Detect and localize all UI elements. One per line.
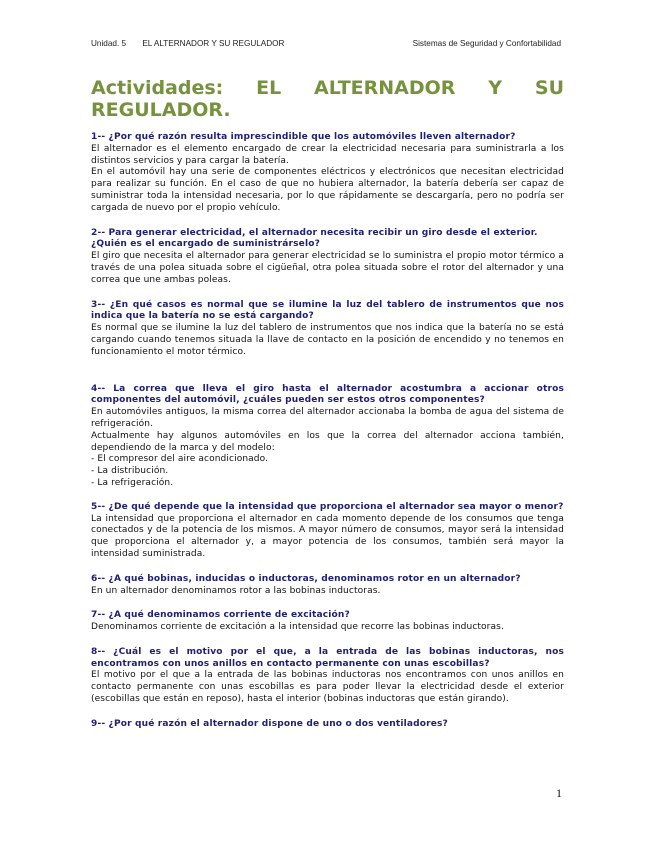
answer-paragraph: En un alternador denominamos rotor a las bobinas inductoras. <box>91 585 381 596</box>
answer-paragraph: Es normal que se ilumine la luz del tablero de instrumentos que nos indica que la batería no se está cargando cuando tenemos situada la llave de contacto en la posición de encendido y no tenemos en funcionamiento el motor térmico. <box>91 323 564 357</box>
activity-item <box>91 300 564 359</box>
header-left <box>91 39 298 48</box>
question-text: 6-- ¿A qué bobinas, inducidas o inductoras, denominamos rotor en un alternador? <box>91 573 521 584</box>
question-text: 4-- La correa que lleva el giro hasta el alternador acostumbra a accionar otros componentes del automóvil, ¿cuáles pueden ser estos otros componentes? <box>91 383 564 406</box>
question-text: 2-- Para generar electricidad, el alternador necesita recibir un giro desde el exterior. <box>91 227 538 238</box>
answer-paragraph: El motivo por el que a la entrada de las bobinas inductoras nos encontramos con unos anillos en contacto permanente con unas escobillas es para poder llevar la electricidad desde el exterior (escobillas que están en reposo), hasta el interior (bobinas inductoras que están girando). <box>91 670 564 705</box>
activity-item <box>91 502 564 561</box>
question-text: 8-- ¿Cuál es el motivo por el que, a la entrada de las bobinas inductoras, nos encontramos con unos anillos en contacto permanente con unas escobillas? <box>91 646 564 669</box>
question-subtext: ¿Quién es el encargado de suministrárselo? <box>91 239 320 250</box>
question-text: 1-- ¿Por qué razón resulta imprescindible que los automóviles lleven alternador? <box>91 132 516 142</box>
answer-paragraph: El alternador es el elemento encargado de crear la electricidad necesaria para suministrarla a los distintos servicios y para cargar la batería. <box>91 143 564 166</box>
answer-paragraph: - El compresor del aire acondicionado. <box>91 454 269 465</box>
question-text: 3-- ¿En qué casos es normal que se ilumine la luz del tablero de instrumentos que nos indica que la batería no se está cargando? <box>91 299 564 322</box>
answer-paragraph: El giro que necesita el alternador para generar electricidad se lo suministra el propio motor térmico a través de una polea situada sobre el cigüeñal, otra polea situada sobre el rotor del alternador y una correa que une ambas poleas. <box>91 251 564 285</box>
activity-item <box>91 574 564 598</box>
answer-paragraph: Denominamos corriente de excitación a la intensidad que recorre las bobinas inductoras. <box>91 622 504 633</box>
activities-list <box>91 132 564 744</box>
answer-paragraph: La intensidad que proporciona el alternador en cada momento depende de los consumos que tenga conectados y de la potencia de los mismos. A mayor número de consumos, mayor será la intensidad que proporciona el alternador y, a mayor potencia de los consumos, también será mayor la intensidad suministrada. <box>91 513 564 559</box>
activity-item <box>91 610 564 634</box>
header-unit: Unidad. 5 <box>91 39 127 48</box>
activity-item <box>91 647 564 706</box>
answer-paragraph: - La refrigeración. <box>91 477 174 488</box>
answer-paragraph: Actualmente hay algunos automóviles en los que la correa del alternador acciona también, dependiendo de la marca y del modelo: <box>91 430 564 453</box>
page-title <box>91 77 564 121</box>
activity-item <box>91 719 564 731</box>
title-line-1: Actividades: EL ALTERNADOR Y SU <box>91 77 564 99</box>
header-chapter: EL ALTERNADOR Y SU REGULADOR <box>142 39 285 48</box>
question-text: 9-- ¿Por qué razón el alternador dispone de uno o dos ventiladores? <box>91 718 448 729</box>
question-text: 5-- ¿De qué depende que la intensidad que proporciona el alternador sea mayor o menor? <box>91 501 564 512</box>
answer-paragraph: En el automóvil hay una serie de componentes eléctricos y electrónicos que necesitan electricidad para realizar su función. En el caso de que no hubiera alternador, la batería debería ser capaz de suministrar toda la intensidad necesaria, por lo que rápidamente se descargaría, pero no podría ser cargada de nuevo por el propio vehículo. <box>91 167 564 213</box>
activity-item <box>91 132 564 215</box>
question-text: 7-- ¿A qué denominamos corriente de excitación? <box>91 610 350 621</box>
header-subject: Sistemas de Seguridad y Confortabilidad <box>412 39 561 48</box>
answer-paragraph: - La distribución. <box>91 466 169 477</box>
activity-item <box>91 384 564 490</box>
page-number: 1 <box>556 786 562 800</box>
activity-item <box>91 228 564 287</box>
answer-paragraph: En automóviles antiguos, la misma correa del alternador accionaba la bomba de agua del sistema de refrigeración. <box>91 407 564 429</box>
title-line-2: REGULADOR. <box>91 99 231 121</box>
